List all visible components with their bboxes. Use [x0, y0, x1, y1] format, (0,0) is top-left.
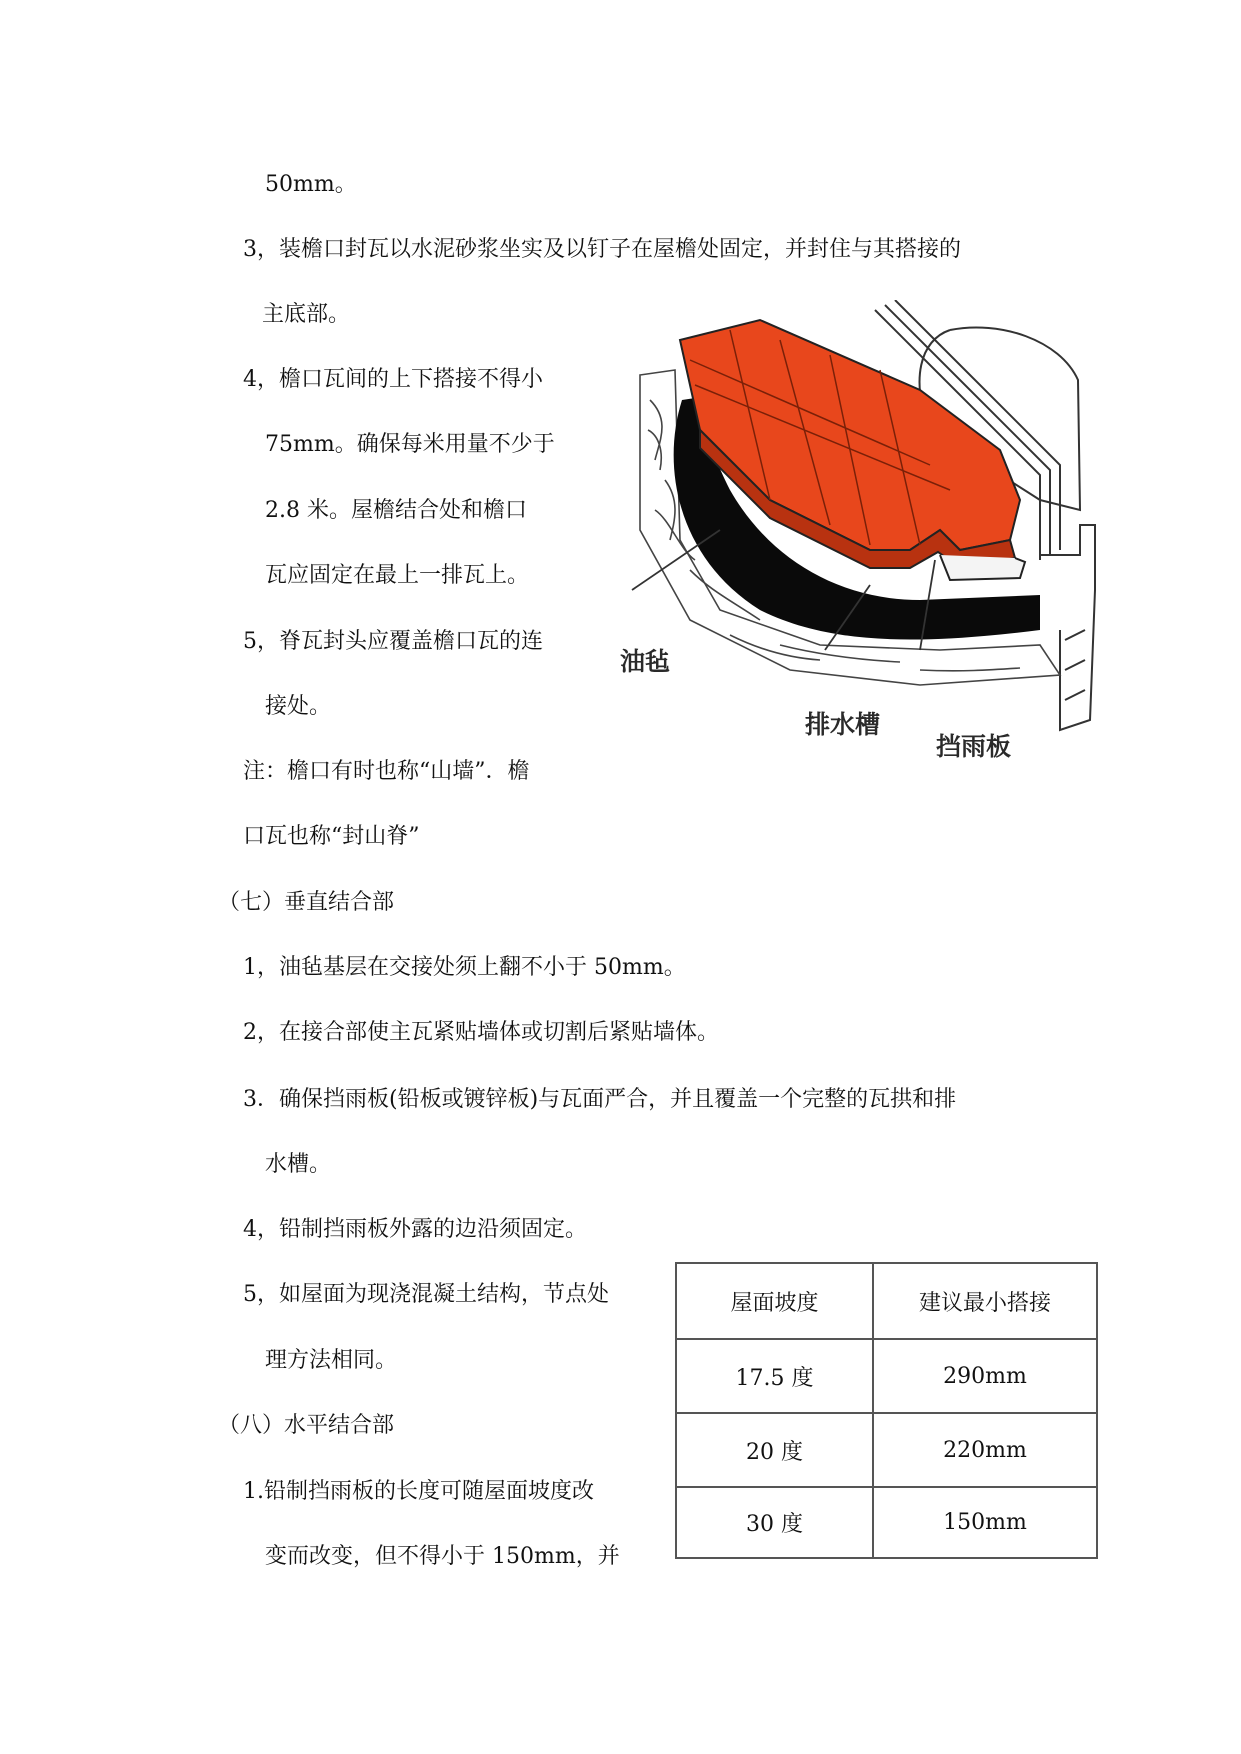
- drain-label: 排水槽: [805, 710, 881, 739]
- paragraph-line: 理方法相同。: [265, 1348, 398, 1373]
- paragraph-line: 变而改变，但不得小于 150mm，并: [265, 1544, 620, 1569]
- drain-channel: [940, 555, 1025, 580]
- table-cell: 290mm: [873, 1339, 1097, 1413]
- paragraph-line: 2，在接合部使主瓦紧贴墙体或切割后紧贴墙体。: [243, 1020, 719, 1045]
- paragraph-line: 4，铅制挡雨板外露的边沿须固定。: [243, 1217, 587, 1242]
- paragraph-line: 主底部。: [262, 302, 351, 327]
- section-heading: （八）水平结合部: [218, 1413, 395, 1438]
- paragraph-line: 5，脊瓦封头应覆盖檐口瓦的连: [243, 629, 543, 654]
- paragraph-line: 水槽。: [265, 1152, 332, 1177]
- paragraph-line: 接处。: [265, 694, 332, 719]
- table-row: [676, 1487, 1097, 1558]
- paragraph-line: 5，如屋面为现浇混凝土结构，节点处: [243, 1282, 609, 1307]
- paragraph-line: 2.8 米。屋檐结合处和檐口: [265, 498, 527, 523]
- table-header-row: [676, 1263, 1097, 1339]
- section-heading: （七）垂直结合部: [218, 890, 395, 915]
- overlap-table: [675, 1262, 1098, 1559]
- note-line: 口瓦也称“封山脊”: [243, 824, 420, 849]
- paragraph-line: 4，檐口瓦间的上下搭接不得小: [243, 367, 543, 392]
- eave-tile-illustration: [620, 300, 1120, 770]
- flashing-label: 挡雨板: [936, 732, 1012, 761]
- paragraph-line: 50mm。: [265, 172, 357, 197]
- paragraph-line: 1.铅制挡雨板的长度可随屋面坡度改: [243, 1479, 594, 1504]
- paragraph-line: 3，装檐口封瓦以水泥砂浆坐实及以钉子在屋檐处固定，并封住与其搭接的: [243, 237, 961, 262]
- table-header-cell: 建议最小搭接: [873, 1263, 1097, 1339]
- table-header-cell: 屋面坡度: [676, 1263, 873, 1339]
- paragraph-line: 1，油毡基层在交接处须上翻不小于 50mm。: [243, 955, 686, 980]
- table-cell: 150mm: [873, 1487, 1097, 1558]
- paragraph-line: 75mm。确保每米用量不少于: [265, 432, 555, 457]
- paragraph-line: 3．确保挡雨板(铅板或镀锌板)与瓦面严合，并且覆盖一个完整的瓦拱和排: [243, 1087, 957, 1112]
- table-cell: 30 度: [676, 1487, 873, 1558]
- table-row: [676, 1413, 1097, 1487]
- table-cell: 220mm: [873, 1413, 1097, 1487]
- paragraph-line: 瓦应固定在最上一排瓦上。: [265, 563, 530, 588]
- table-cell: 20 度: [676, 1413, 873, 1487]
- table-row: [676, 1339, 1097, 1413]
- felt-label: 油毡: [620, 647, 671, 676]
- eave-tile-diagram: [620, 300, 1120, 770]
- table-cell: 17.5 度: [676, 1339, 873, 1413]
- note-line: 注：檐口有时也称“山墙”．檐: [243, 759, 530, 784]
